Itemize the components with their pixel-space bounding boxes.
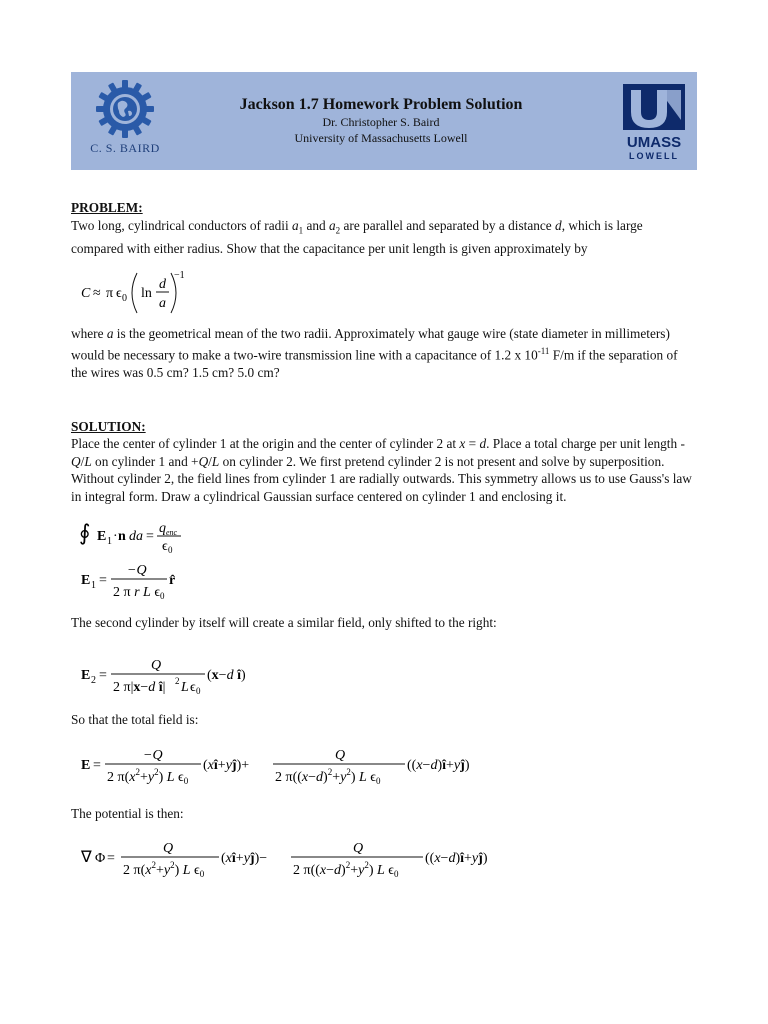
- svg-text:−1: −1: [174, 270, 185, 282]
- gauss-law-equation: [71, 506, 697, 556]
- svg-text:0: 0: [122, 293, 127, 305]
- svg-text:≈: ≈: [93, 286, 101, 302]
- problem-text: , which is large compared with either radius. Show that the capacitance per unit length is given approximately by: [71, 217, 643, 256]
- exponent: -11: [537, 346, 550, 357]
- svg-text:0: 0: [168, 544, 173, 555]
- solution-heading: SOLUTION:: [71, 418, 146, 434]
- svg-text:ϵ: ϵ: [190, 680, 196, 696]
- svg-text:E: E: [81, 668, 91, 684]
- svg-text:1: 1: [107, 535, 112, 547]
- affiliation: University of Massachusetts Lowell: [294, 131, 468, 145]
- svg-text:E: E: [97, 528, 107, 544]
- svg-text:2 π r L ϵ: 2 π r L ϵ: [113, 584, 160, 600]
- svg-text:π: π: [106, 286, 114, 302]
- problem-question: [71, 325, 697, 381]
- svg-text:=: =: [146, 528, 154, 544]
- solution-paragraph-1: [71, 435, 697, 505]
- svg-text:=: =: [93, 757, 101, 773]
- symbol-q: Q: [71, 453, 81, 469]
- svg-text:r̂: r̂: [169, 572, 176, 588]
- header-text: [211, 96, 551, 146]
- umass-emblem-icon: [623, 84, 685, 130]
- svg-text:(xî+yĵ)−: (xî+yĵ)−: [221, 851, 268, 867]
- problem-text: where: [71, 326, 107, 342]
- subscript: 2: [335, 225, 341, 236]
- svg-text:2: 2: [91, 675, 96, 687]
- capacitance-equation: [71, 257, 697, 325]
- symbol-q: Q: [198, 453, 209, 469]
- potential-equation: [71, 822, 697, 898]
- svg-text:2 π((x−d)2+y2) L ϵ0: 2 $\pi((x-d)^2+y^2)$ L $\epsilon_0$: [293, 860, 399, 880]
- equation-graphic: [71, 556, 371, 610]
- symbol-x: x: [459, 436, 466, 452]
- solution-paragraph-3: So that the total field is:: [71, 712, 199, 728]
- problem-heading: PROBLEM:: [71, 200, 143, 215]
- equation-graphic: [71, 631, 371, 711]
- svg-text:((x−d)î+yĵ): ((x−d)î+yĵ): [407, 757, 470, 773]
- svg-text:1: 1: [91, 579, 96, 591]
- svg-text:2 π(x2+y2) L ϵ0: 2 $\pi(x^2+y^2)$ L $\epsilon_0$: [107, 766, 189, 786]
- solution-paragraph-4: The potential is then:: [71, 805, 184, 821]
- svg-text:a: a: [159, 296, 166, 312]
- solution-text: on cylinder 1 and +: [91, 453, 199, 469]
- solution-text: . Place a total charge per unit length -: [486, 436, 685, 452]
- svg-text:((x−d)î+yĵ): ((x−d)î+yĵ): [425, 851, 488, 867]
- cs-baird-logo: [85, 78, 165, 166]
- svg-text:enc: enc: [166, 527, 178, 537]
- svg-text:d: d: [159, 277, 166, 293]
- left-logo-caption: C. S. BAIRD: [90, 141, 160, 155]
- solution-text: Place the center of cylinder 1 at the origin and the center of cylinder 2 at: [71, 436, 460, 452]
- svg-text:Q: Q: [151, 658, 162, 674]
- svg-text:=: =: [107, 851, 115, 867]
- svg-text:(xî+yĵ)+: (xî+yĵ)+: [203, 757, 250, 773]
- svg-text:·: ·: [113, 528, 118, 544]
- svg-text:Q: Q: [335, 747, 346, 763]
- svg-text:2: 2: [175, 676, 180, 687]
- svg-text:2 π((x−d)2+y2) L ϵ0: 2 $\pi((x-d)^2+y^2)$ L $\epsilon_0$: [275, 766, 381, 786]
- solution-text: /: [208, 453, 212, 469]
- equation-graphic: [71, 506, 371, 556]
- gear-globe-icon: [94, 78, 156, 140]
- svg-text:E: E: [81, 757, 91, 773]
- problem-statement: [71, 217, 697, 258]
- field-e1-equation: [71, 556, 697, 610]
- solution-text: on cylinder 2. We first pretend cylinder 2 is not present and solve by superposition. Without cylinder 2, the field lines from cylinder 1 are radially outwards. This symmetry allows us to use Gauss's law in integral form. Draw a cylindrical Gaussian surface centered on cylinder 1 and enclosing it.: [71, 453, 692, 505]
- svg-text:n: n: [118, 528, 126, 544]
- document-header: [71, 72, 697, 170]
- svg-text:∇: ∇: [81, 849, 92, 867]
- svg-text:da: da: [129, 528, 143, 544]
- umass-lowell-logo: [623, 84, 685, 160]
- svg-text:Q: Q: [163, 841, 174, 857]
- svg-text:2 π|x−d î|: 2 π|x−d î|: [113, 680, 166, 696]
- lowell-wordmark: LOWELL: [629, 151, 679, 161]
- document-body: [71, 199, 697, 898]
- equation-graphic: [71, 729, 571, 805]
- spacer: [71, 382, 697, 418]
- svg-text:0: 0: [160, 590, 165, 601]
- svg-text:−Q: −Q: [127, 562, 147, 578]
- svg-text:L: L: [181, 680, 189, 696]
- svg-text:2 π(x2+y2) L ϵ0: 2 $\pi(x^2+y^2)$ L $\epsilon_0$: [123, 860, 205, 880]
- svg-text:C: C: [81, 286, 91, 302]
- problem-text: F/m if the separation of the wires was 0.5 cm? 1.5 cm? 5.0 cm?: [71, 347, 678, 381]
- svg-text:q: q: [159, 520, 166, 536]
- total-field-equation: [71, 729, 697, 805]
- equation-graphic: [71, 822, 571, 898]
- svg-text:−Q: −Q: [143, 747, 163, 763]
- symbol-l: L: [84, 453, 92, 469]
- problem-text: and: [303, 217, 330, 233]
- symbol-a: a: [106, 326, 114, 342]
- svg-text:∮: ∮: [79, 519, 91, 545]
- svg-text:ϵ: ϵ: [116, 286, 122, 302]
- problem-text: is the geometrical mean of the two radii. Approximately what gauge wire (state diameter in millimeters) would be necessary to make a two-wire transmission line with a capacitance of 1.2 x 10: [71, 326, 670, 363]
- svg-text:Φ: Φ: [95, 851, 106, 867]
- symbol-d: d: [479, 436, 487, 452]
- solution-paragraph-2: The second cylinder by itself will create a similar field, only shifted to the right:: [71, 614, 497, 630]
- symbol-a2: a: [329, 217, 336, 233]
- symbol-l: L: [211, 453, 220, 469]
- solution-text: =: [465, 436, 480, 452]
- symbol-a1: a: [292, 217, 299, 233]
- equation-graphic: [71, 257, 371, 325]
- subscript: 1: [298, 225, 304, 236]
- umass-wordmark: UMASS: [626, 134, 682, 151]
- svg-text:=: =: [99, 572, 107, 588]
- problem-text: are parallel and separated by a distance: [340, 217, 556, 233]
- svg-text:=: =: [99, 668, 107, 684]
- symbol-d: d: [555, 217, 562, 233]
- page-title: Jackson 1.7 Homework Problem Solution: [239, 96, 523, 113]
- svg-text:ln: ln: [141, 286, 152, 302]
- svg-text:ϵ: ϵ: [162, 538, 168, 554]
- field-e2-equation: [71, 631, 697, 711]
- svg-text:E: E: [81, 572, 91, 588]
- author-name: Dr. Christopher S. Baird: [322, 115, 440, 129]
- svg-text:(x−d î): (x−d î): [207, 668, 246, 684]
- svg-text:0: 0: [196, 686, 201, 697]
- problem-text: Two long, cylindrical conductors of radii: [71, 217, 292, 233]
- solution-text: /: [80, 453, 85, 469]
- svg-text:Q: Q: [353, 841, 364, 857]
